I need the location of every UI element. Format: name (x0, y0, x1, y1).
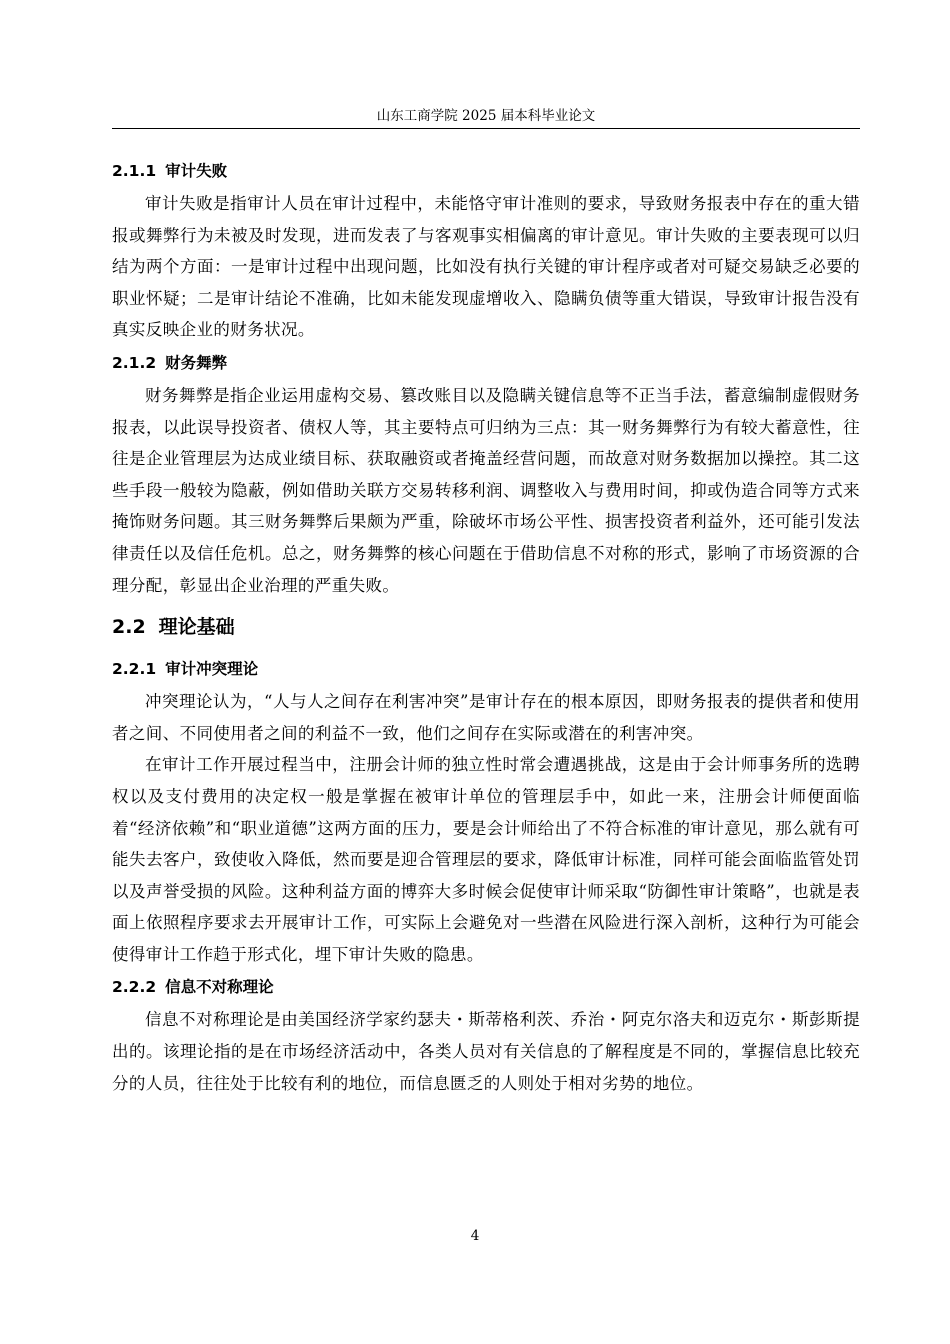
section-title: 审计冲突理论 (165, 660, 259, 679)
header-divider (112, 128, 860, 129)
section-number: 2.2.1 (112, 660, 157, 679)
section-number: 2.2.2 (112, 978, 157, 997)
section-title: 信息不对称理论 (165, 978, 274, 997)
paragraph: 信息不对称理论是由美国经济学家约瑟夫・斯蒂格利茨、乔治・阿克尔洛夫和迈克尔・斯彭斯提出的。该理论指的是在市场经济活动中，各类人员对有关信息的了解程度是不同的，掌握信息比较充分的人员，往往处于比较有利的地位，而信息匮乏的人则处于相对劣势的地位。 (112, 1010, 860, 1093)
section-title: 财务舞弊 (165, 353, 228, 372)
section-number: 2.1.1 (112, 162, 157, 180)
paragraph: 冲突理论认为，“人与人之间存在利害冲突”是审计存在的根本原因，即财务报表的提供者和使用者之间、不同使用者之间的利益不一致，他们之间存在实际或潜在的利害冲突。 (112, 692, 860, 743)
paragraph: 在审计工作开展过程当中，注册会计师的独立性时常会遭遇挑战，这是由于会计师事务所的选聘权以及支付费用的决定权一般是掌握在被审计单位的管理层手中，如此一来，注册会计师便面临着“经济依赖”和“职业道德”这两方面的压力，要是会计师给出了不符合标准的审计意见，那么就有可能失去客户，致使收入降低，然而要是迎合管理层的要求，降低审计标准，同样可能会面临监管处罚以及声誉受损的风险。这种利益方面的博弈大多时候会促使审计师采取“防御性审计策略”，也就是表面上依照程序要求去开展审计工作，可实际上会避免对一些潜在风险进行深入剖析，这种行为可能会使得审计工作趋于形式化，埋下审计失败的隐患。 (112, 755, 860, 964)
section-heading-2-2-2 (112, 970, 860, 1004)
section-heading-2-2 (112, 602, 860, 652)
page-number: 4 (470, 1228, 480, 1244)
paragraph: 审计失败是指审计人员在审计过程中，未能恪守审计准则的要求，导致财务报表中存在的重大错报或舞弊行为未被及时发现，进而发表了与客观事实相偏离的审计意见。审计失败的主要表现可以归结为两个方面：一是审计过程中出现问题，比如没有执行关键的审计程序或者对可疑交易缺乏必要的职业怀疑；二是审计结论不准确，比如未能发现虚增收入、隐瞒负债等重大错误，导致审计报告没有真实反映企业的财务状况。 (112, 194, 860, 340)
section-heading-2-1-1 (112, 154, 860, 188)
section-number: 2.2 (112, 616, 146, 639)
section-heading-2-1-2 (112, 346, 860, 380)
section-title: 理论基础 (158, 616, 235, 639)
section-heading-2-2-1 (112, 652, 860, 686)
section-number: 2.1.2 (112, 353, 157, 372)
paragraph: 财务舞弊是指企业运用虚构交易、篡改账目以及隐瞒关键信息等不正当手法，蓄意编制虚假财务报表，以此误导投资者、债权人等，其主要特点可归纳为三点：其一财务舞弊行为有较大蓄意性，往往是企业管理层为达成业绩目标、获取融资或者掩盖经营问题，而故意对财务数据加以操控。其二这些手段一般较为隐蔽，例如借助关联方交易转移利润、调整收入与费用时间，抑或伪造合同等方式来掩饰财务问题。其三财务舞弊后果颇为严重，除破坏市场公平性、损害投资者利益外，还可能引发法律责任以及信任危机。总之，财务舞弊的核心问题在于借助信息不对称的形式，影响了市场资源的合理分配，彰显出企业治理的严重失败。 (112, 385, 860, 595)
section-title: 审计失败 (165, 162, 228, 180)
page-body (112, 154, 860, 1099)
page-header: 山东工商学院 2025 届本科毕业论文 (376, 108, 596, 124)
